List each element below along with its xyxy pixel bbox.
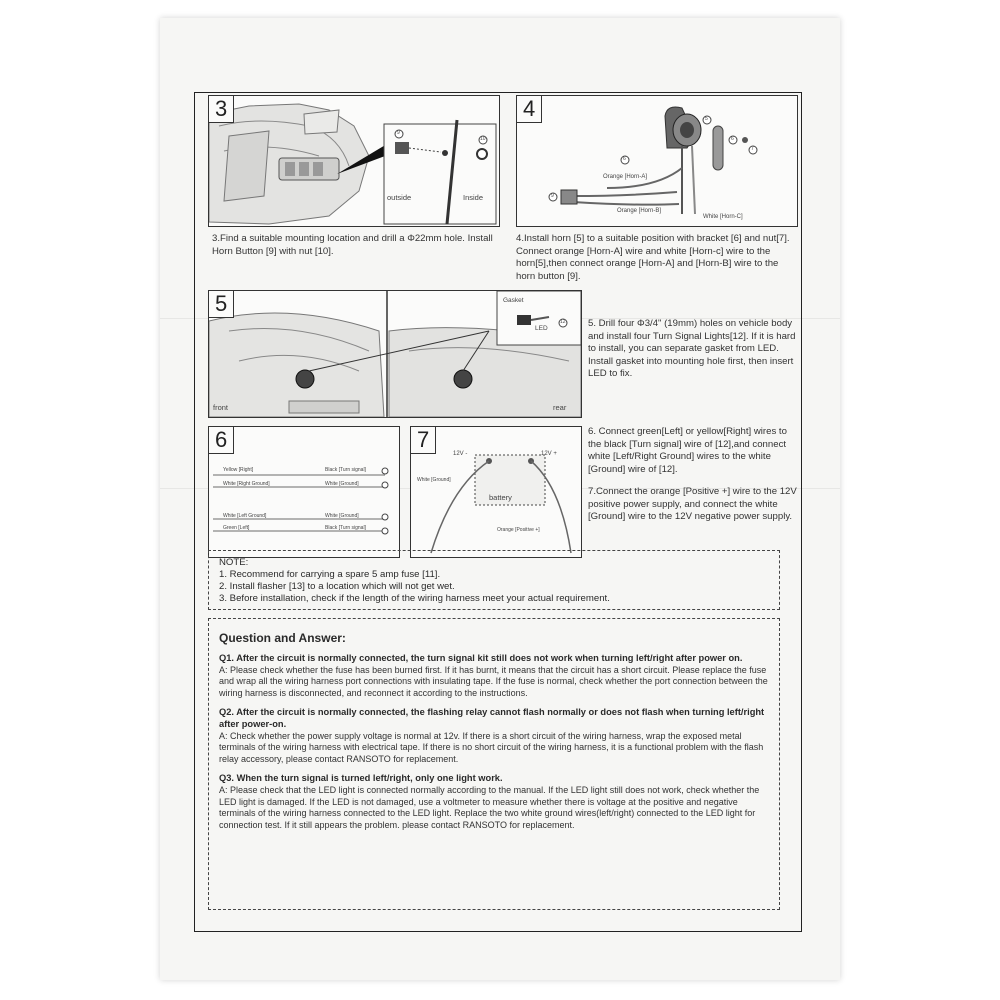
step-4-caption: 4.Install horn [5] to a suitable position with bracket [6] and nut[7]. Connect orange [Horn-A] wire and white [Horn-c] wire to the horn[5],then connect orange [Horn-A] and [Horn-B] wire to the horn button [9].	[516, 233, 790, 282]
wire-horn-c: White [Horn-C]	[703, 214, 743, 220]
step-number: 6	[209, 427, 234, 454]
qa-title: Question and Answer:	[219, 631, 346, 645]
step-number: 4	[517, 96, 542, 123]
note-box	[208, 550, 780, 610]
label-12v-pos: 12V +	[541, 451, 557, 457]
wire-horn-a: Orange [Horn-A]	[603, 174, 648, 180]
step-4-wiring-drawing	[517, 96, 797, 226]
step-7-illustration	[410, 426, 582, 558]
wire-orange-positive: Orange [Positive +]	[497, 527, 540, 533]
step-number: 5	[209, 291, 234, 318]
callout-7: 7	[751, 146, 754, 152]
note-line: 1. Recommend for carrying a spare 5 amp fuse [11].	[219, 569, 441, 580]
note-title: NOTE:	[219, 557, 249, 568]
label-led: LED	[535, 325, 548, 332]
answer-2: A: Check whether the power supply voltage is normal at 12v. If there is a short circuit of the wiring harness, wrap the exposed metal terminals of the wiring harness with electrical tape. If there is no short circuit of the wiring harness, it is a functional problem with the flash relay accessory, please contact RANSOTO for replacement.	[219, 730, 764, 764]
label-12v-neg: 12V -	[453, 451, 468, 457]
note-line: 2. Install flasher [13] to a location which will not get wet.	[219, 581, 455, 593]
label-rear: rear	[553, 403, 567, 412]
step-5-drawing	[209, 291, 581, 417]
callout-9: 9	[397, 130, 400, 136]
wire-yellow-right: Yellow [Right]	[223, 467, 254, 473]
step-6-caption: 6. Connect green[Left] or yellow[Right] wires to the black [Turn signal] wire of [12],and connect white [Left/Right Ground] wires to the white [Ground] wire of [12].	[588, 426, 787, 475]
question-1: Q1. After the circuit is normally connected, the turn signal kit still does not work when turning left/right after power on.	[219, 653, 743, 663]
wire-white-right-ground: White [Right Ground]	[223, 481, 270, 487]
callout-10: 10	[480, 136, 486, 142]
step-6-illustration	[208, 426, 400, 558]
wire-white-ground-2: White [Ground]	[325, 513, 359, 519]
step-6-wiring-drawing	[209, 427, 399, 557]
label-inside: Inside	[463, 193, 484, 202]
instruction-sheet	[160, 18, 840, 980]
step-7-battery-drawing	[411, 427, 581, 557]
wire-black-turn-2: Black [Turn signal]	[325, 525, 366, 531]
step-5-illustration	[208, 290, 582, 418]
callout-6: 6	[623, 156, 626, 162]
step-3-caption: 3.Find a suitable mounting location and drill a Φ22mm hole. Install Horn Button [9] with nut [10].	[212, 233, 493, 257]
label-outside: outside	[387, 193, 412, 202]
callout-6b: 6	[731, 136, 734, 142]
callout-9: 9	[551, 193, 554, 199]
callout-12: 12	[560, 319, 566, 325]
step-7-caption: 7.Connect the orange [Positive +] wire to the 12V positive power supply, and connect the white [Ground] wire to the 12V negative power supply.	[588, 486, 797, 523]
step-5-caption: 5. Drill four Φ3/4" (19mm) holes on vehicle body and install four Turn Signal Lights[12]. If it is hard to install, you can separate gasket from LED. Install gasket into mounting hole first, then insert LED to fix.	[588, 318, 796, 380]
label-gasket: Gasket	[503, 297, 524, 304]
wire-horn-b: Orange [Horn-B]	[617, 208, 662, 214]
answer-3: A: Please check that the LED light is connected normally according to the manual. If the LED light still does not work, check whether the LED light is damaged. If the LED is not damaged, use a voltmeter to measure whether there is voltage at the positive and negative terminals of the wiring harness connected to the LED light. Replace the two white ground wires(left/right) connected to the LED light for connection test. If it still appears the problem. please contact RANSOTO for replacement.	[219, 784, 760, 830]
label-battery: battery	[489, 493, 512, 502]
wire-black-turn-1: Black [Turn signal]	[325, 467, 366, 473]
step-3-drawing	[209, 96, 499, 226]
answer-1: A: Please check whether the fuse has been burned first. If it has burnt, it means that the circuit has a short circuit. Please replace the fuse and wrap all the wiring harness port connections with insulating tape. If the fuse is normal, check whether the port connection between the wiring harness is disconnected, and reconnect it according to the instructions.	[219, 664, 768, 698]
wire-white-left-ground: White [Left Ground]	[223, 513, 267, 519]
step-3-illustration	[208, 95, 500, 227]
note-line: 3. Before installation, check if the length of the wiring harness meet your actual requirement.	[219, 593, 610, 605]
wire-white-ground-1: White [Ground]	[325, 481, 359, 487]
step-4-illustration	[516, 95, 798, 227]
wire-green-left: Green [Left]	[223, 525, 250, 531]
question-2: Q2. After the circuit is normally connected, the flashing relay cannot flash normally or does not flash when turning left/right after power-on.	[219, 707, 765, 729]
qa-box	[208, 618, 780, 910]
wire-white-ground: White [Ground]	[417, 477, 451, 483]
callout-5: 5	[705, 116, 708, 122]
label-front: front	[213, 403, 229, 412]
question-3: Q3. When the turn signal is turned left/right, only one light work.	[219, 773, 503, 784]
step-number: 7	[411, 427, 436, 454]
step-number: 3	[209, 96, 234, 123]
